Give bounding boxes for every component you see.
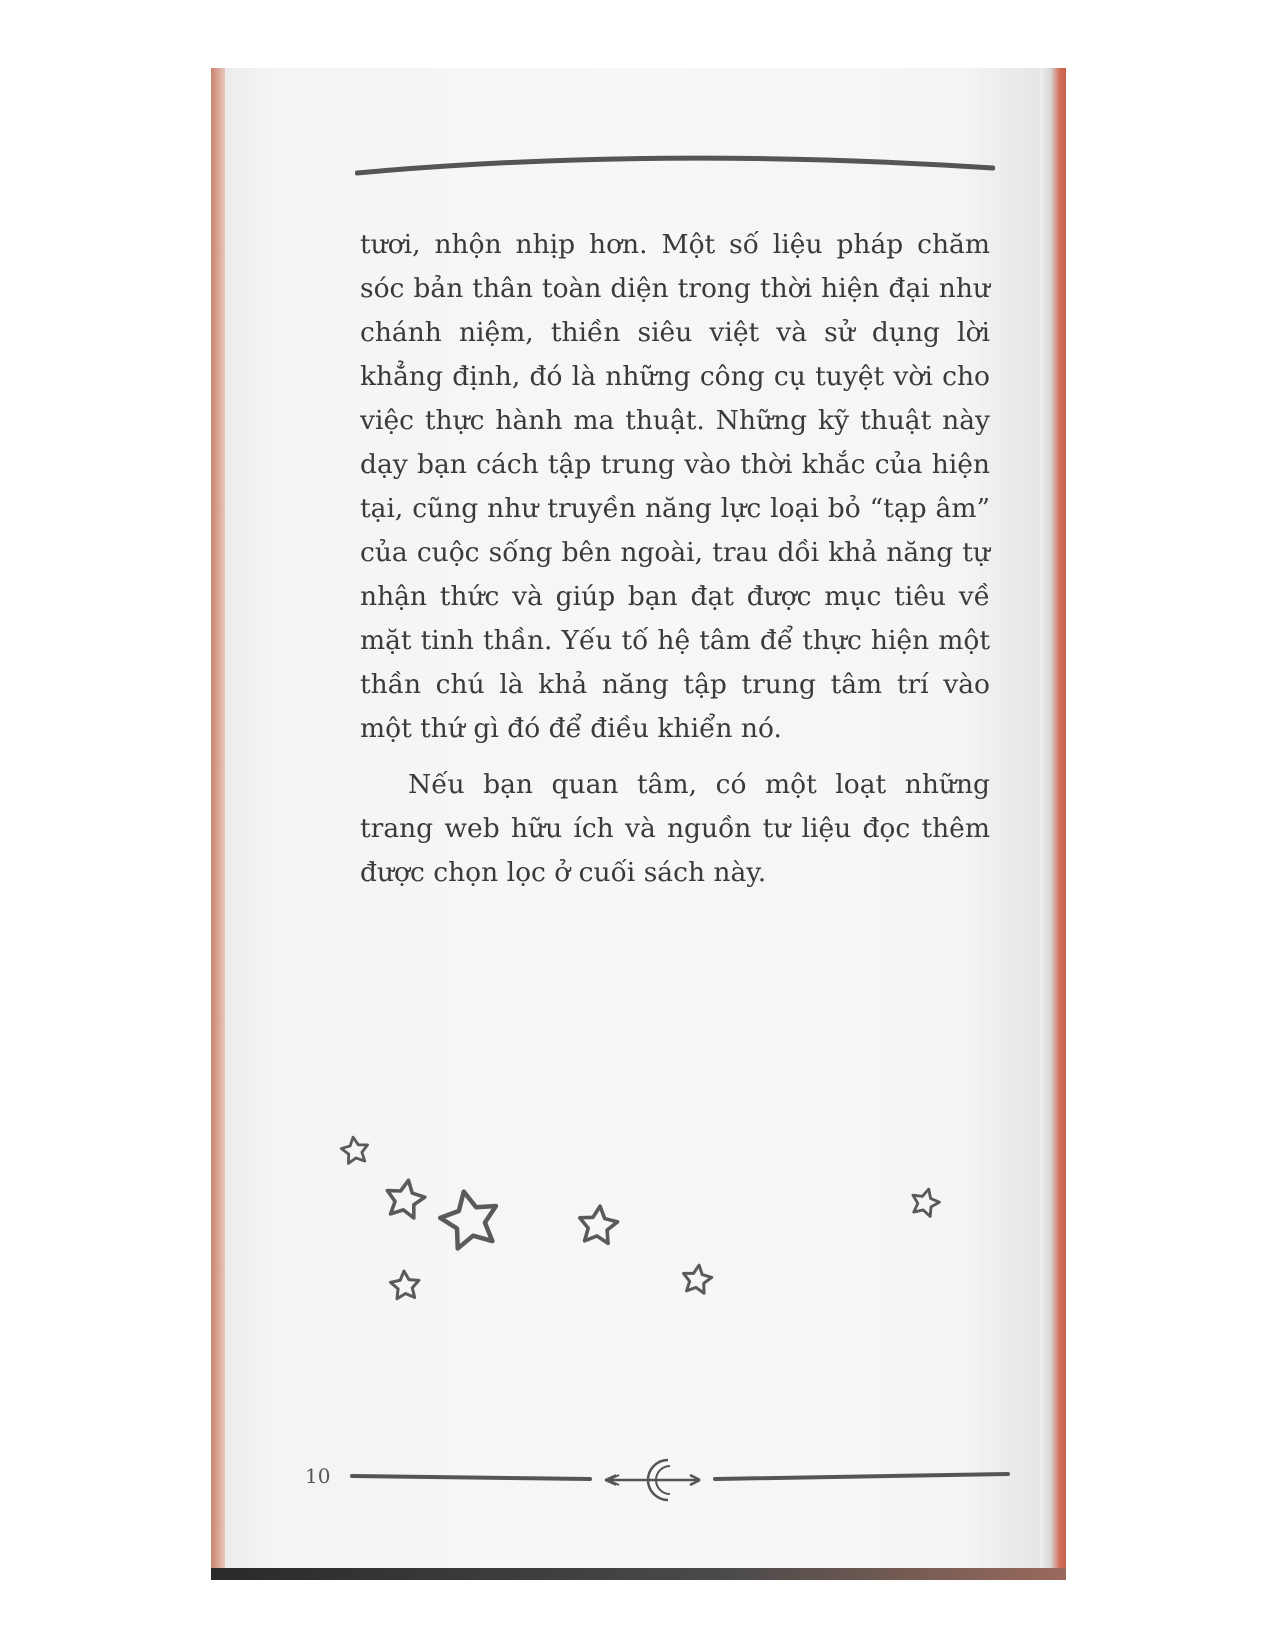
paragraph-1: tươi, nhộn nhịp hơn. Một số liệu pháp chăm sóc bản thân toàn diện trong thời hiện đại như chánh niệm, thiền siêu việt và sử dụng lời khẳng định, đó là những công cụ tuyệt vời cho việc thực hành ma thuật. Những kỹ thuật này dạy bạn cách tập trung vào thời khắc của hiện tại, cũng như truyền năng lực loại bỏ “tạp âm” của cuộc sống bên ngoài, trau dồi khả năng tự nhận thức và giúp bạn đạt được mục tiêu về mặt tinh thần. Yếu tố hệ tâm để thực hiện một thần chú là khả năng tập trung tâm trí vào một thứ gì đó để điều khiển nó. <box>360 229 990 744</box>
book-page <box>225 68 1040 1568</box>
star-icon <box>909 1186 942 1218</box>
crescent-arrow-ornament-icon <box>350 1444 1010 1504</box>
book-cover-edge <box>1040 68 1066 1578</box>
star-icon <box>577 1204 619 1244</box>
star-icon <box>681 1263 713 1294</box>
book-spine-edge <box>211 68 225 1578</box>
page-number: 10 <box>305 1464 331 1488</box>
star-icon <box>383 1177 427 1219</box>
star-icon <box>340 1135 370 1164</box>
book-bottom-shadow <box>211 1568 1066 1580</box>
star-icon <box>390 1270 420 1299</box>
star-icon <box>436 1186 503 1251</box>
paragraph-2: Nếu bạn quan tâm, có một loạt những trang web hữu ích và nguồn tư liệu đọc thêm được chọn lọc ở cuối sách này. <box>360 769 990 888</box>
stars-decoration <box>225 68 1040 1568</box>
